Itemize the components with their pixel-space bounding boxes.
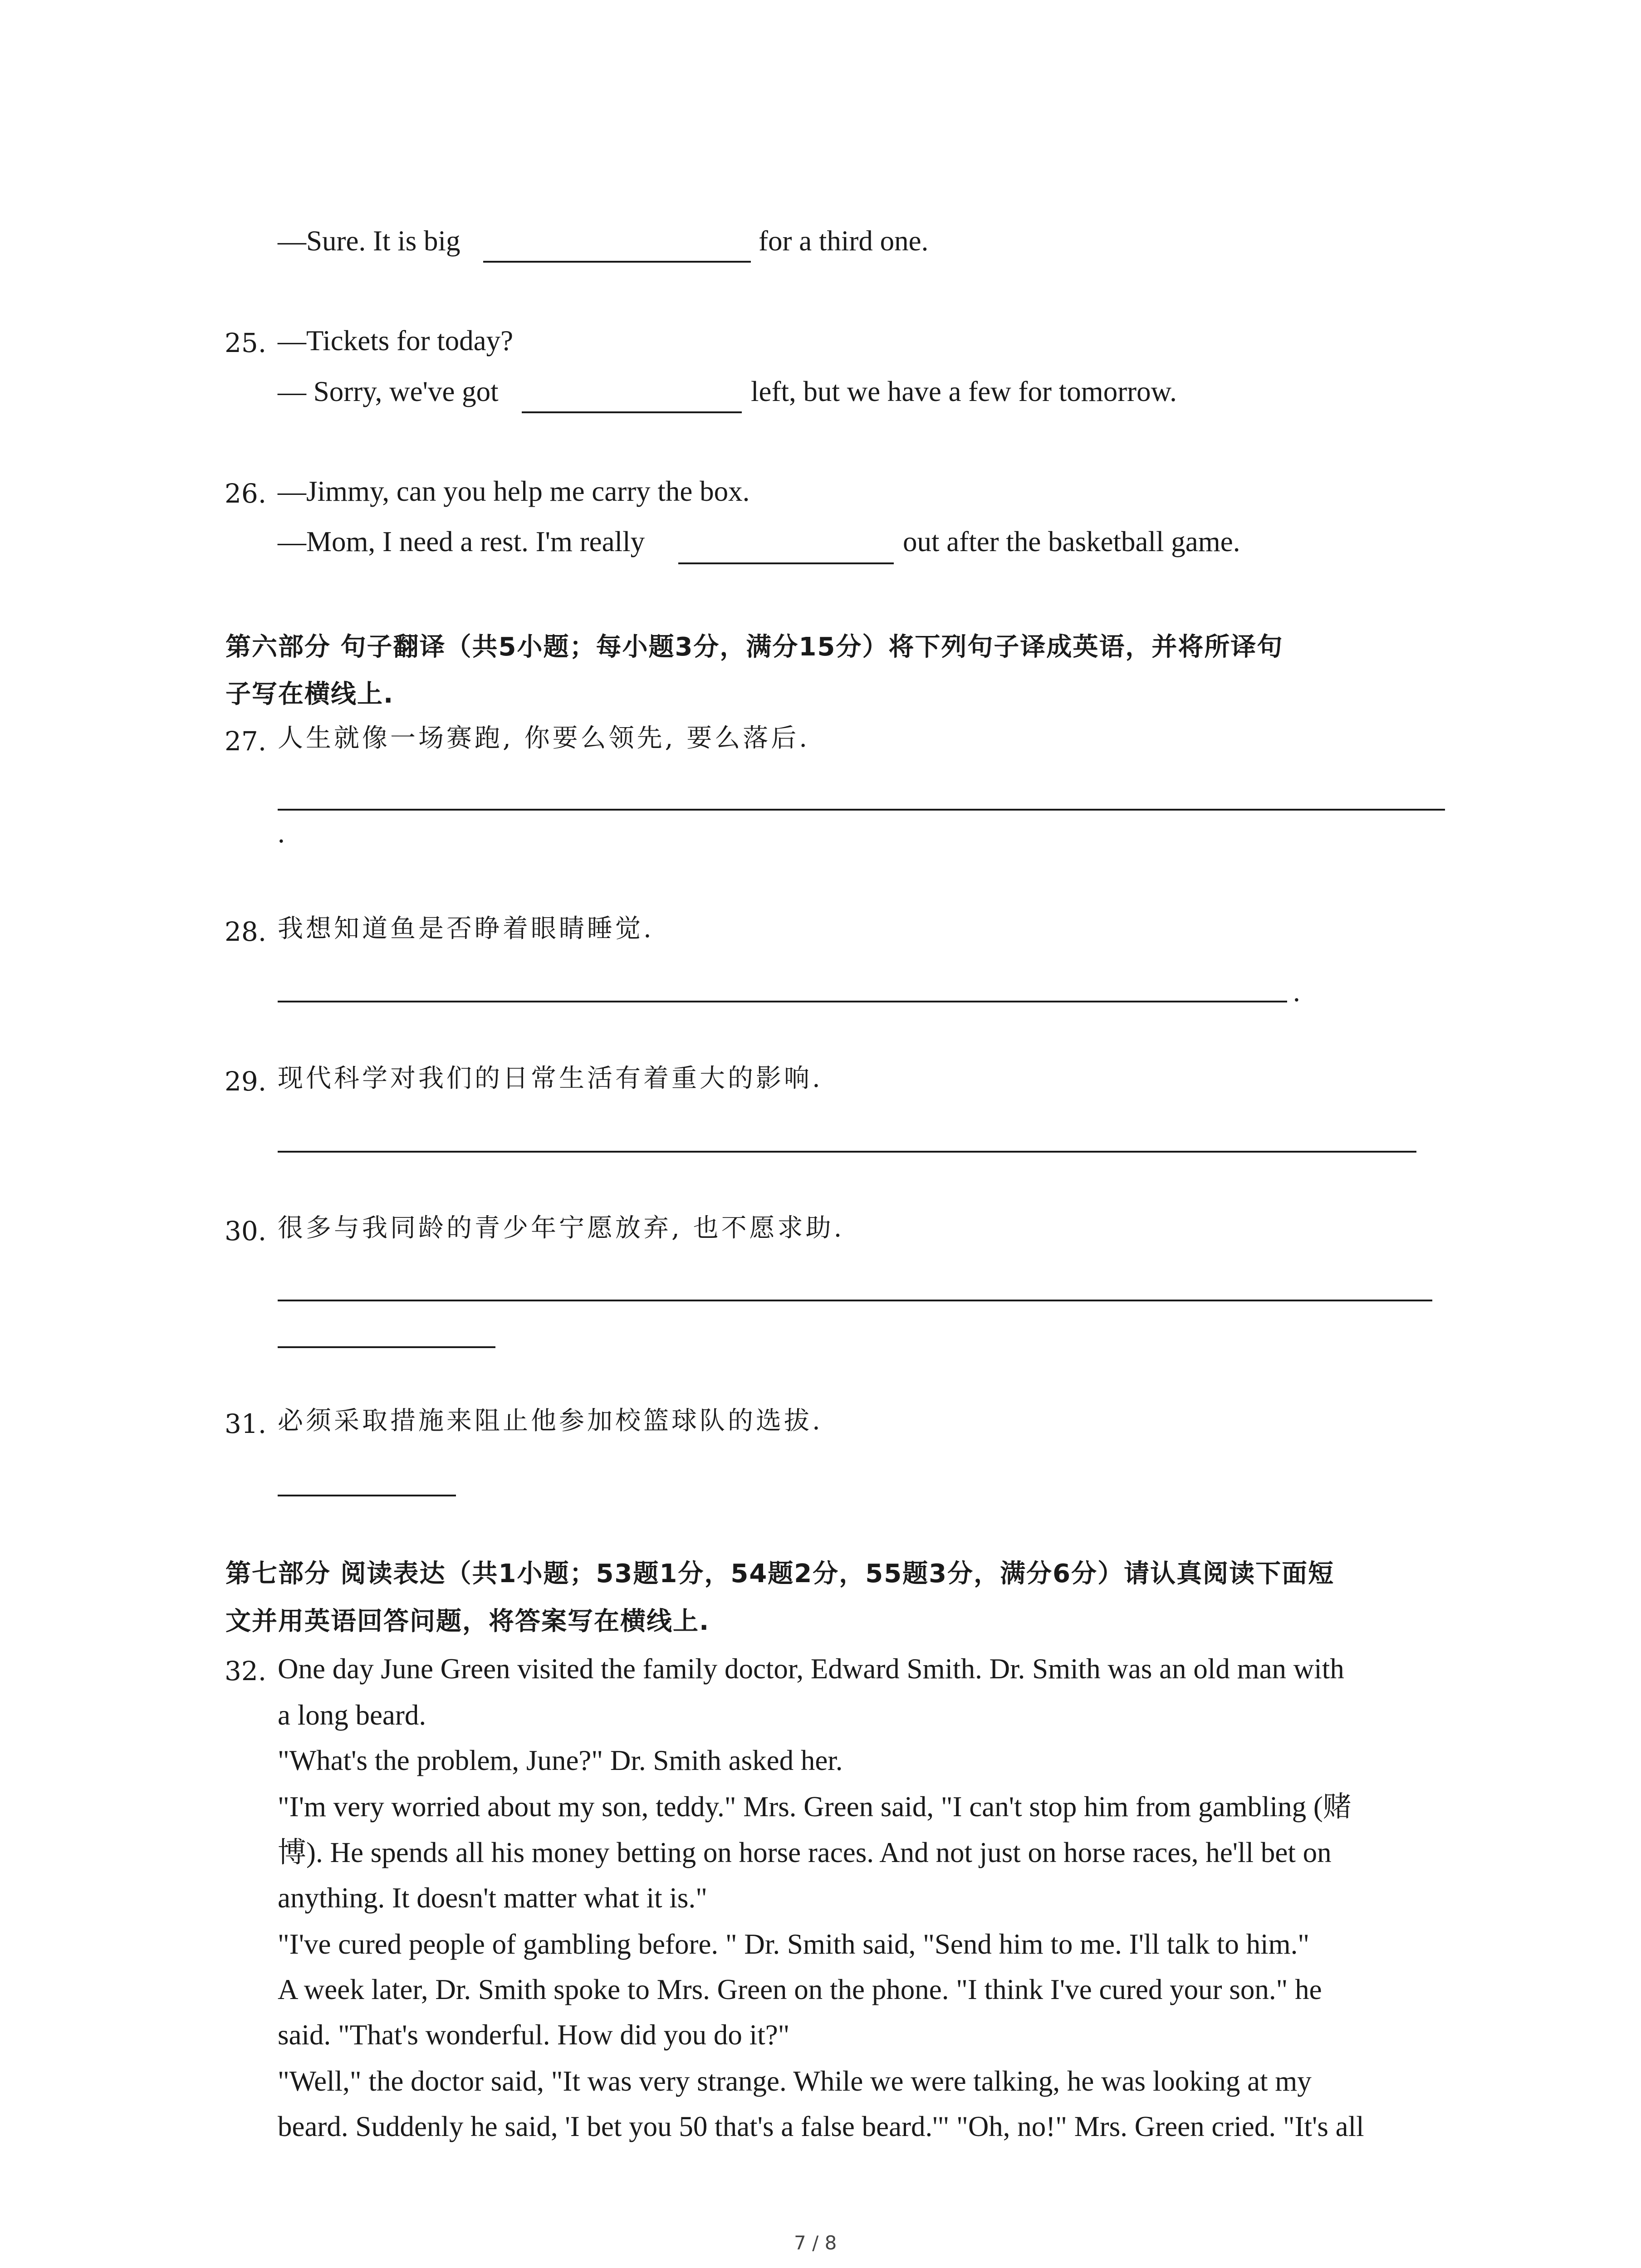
q31-answer-line[interactable] [278,1495,456,1496]
q26-question: —Jimmy, can you help me carry the box. [278,475,750,507]
q28-answer-line[interactable] [278,1001,1287,1002]
passage-line: "Well," the doctor said, "It was very strange. While we were talking, he was looking at my [278,2065,1312,2097]
q28-tail: . [1293,976,1300,1007]
q30-answer-line[interactable] [278,1300,1432,1301]
q26-blank[interactable] [678,562,894,564]
section6-heading-cont: 子写在横线上. [225,679,394,709]
q27-tail: . [278,817,285,849]
passage-line: "I'm very worried about my son, teddy." Mrs. Green said, "I can't stop him from gambling (赌 [278,1791,1352,1823]
q31-number: 31. [225,1408,267,1439]
q26-answer-line: —Mom, I need a rest. I'm really [278,526,645,557]
q32-number: 32. [225,1656,267,1686]
q25-number: 25. [225,327,267,358]
passage-line: a long beard. [278,1699,426,1731]
passage-line: anything. It doesn't matter what it is." [278,1882,707,1914]
section7-heading-cont: 文并用英语回答问题，将答案写在横线上. [225,1607,710,1636]
q27-answer-line[interactable] [278,809,1445,811]
q24-blank[interactable] [483,261,751,263]
q25-answer-tail: left, but we have a few for tomorrow. [751,376,1177,407]
q28-number: 28. [225,916,267,947]
q24-answer-tail: for a third one. [759,225,929,257]
q25-blank[interactable] [522,411,742,413]
q29-prompt: 现代科学对我们的日常生活有着重大的影响. [278,1064,823,1093]
section7-heading: 第七部分 阅读表达（共1小题；53题1分，54题2分，55题3分，满分6分）请认真阅读下面短 [225,1559,1335,1589]
q29-answer-line[interactable] [278,1151,1416,1153]
passage-line: 博). He spends all his money betting on horse races. And not just on horse races, he'll bet on [278,1837,1332,1868]
q27-prompt: 人生就像一场赛跑, 你要么领先, 要么落后. [278,723,810,753]
passage-line: "I've cured people of gambling before. " Dr. Smith said, "Send him to me. I'll talk to him." [278,1928,1310,1960]
q30-prompt: 很多与我同龄的青少年宁愿放弃, 也不愿求助. [278,1213,845,1243]
passage-line: A week later, Dr. Smith spoke to Mrs. Green on the phone. "I think I've cured your son." he [278,1974,1322,2005]
q28-prompt: 我想知道鱼是否睁着眼睛睡觉. [278,914,654,943]
section6-heading: 第六部分 句子翻译（共5小题；每小题3分，满分15分）将下列句子译成英语，并将所译句 [225,632,1283,662]
q25-answer-line: — Sorry, we've got [278,376,499,407]
q26-answer-tail: out after the basketball game. [903,526,1240,557]
passage-line: "What's the problem, June?" Dr. Smith asked her. [278,1745,843,1776]
q25-question: —Tickets for today? [278,325,514,357]
q31-prompt: 必须采取措施来阻止他参加校篮球队的选拔. [278,1406,823,1436]
passage-line: One day June Green visited the family doctor, Edward Smith. Dr. Smith was an old man with [278,1653,1344,1685]
passage-line: said. "That's wonderful. How did you do it?" [278,2019,790,2051]
q30-number: 30. [225,1216,267,1246]
page-number: 7 / 8 [794,2232,837,2254]
q30-answer-line-2[interactable] [278,1346,495,1348]
q26-number: 26. [225,478,267,509]
q27-number: 27. [225,726,267,757]
q24-answer-line: —Sure. It is big [278,225,460,257]
passage-line: beard. Suddenly he said, 'I bet you 50 that's a false beard.'" "Oh, no!" Mrs. Green cried. "It's all [278,2111,1364,2142]
q29-number: 29. [225,1066,267,1097]
